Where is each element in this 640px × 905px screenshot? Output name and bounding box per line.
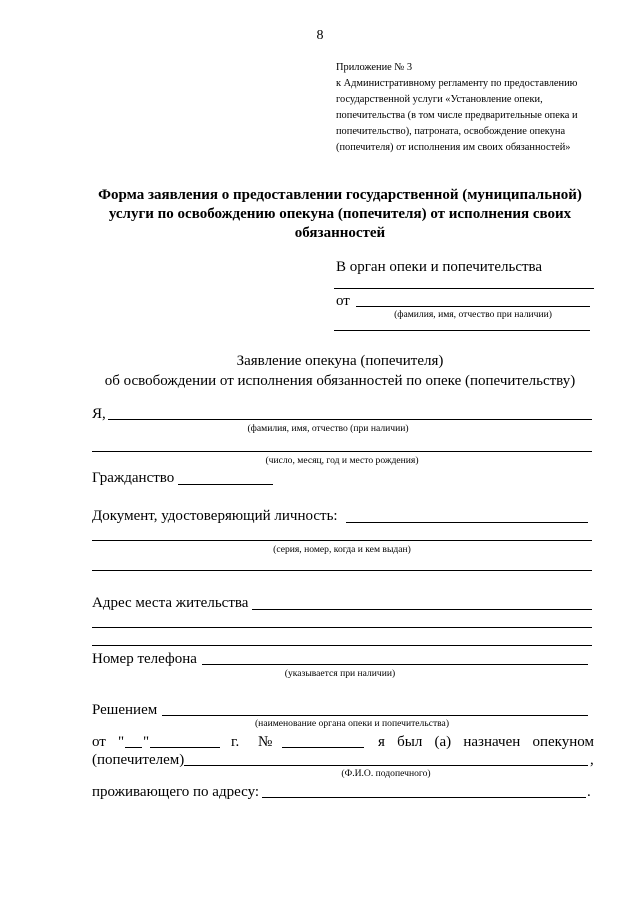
date-from-prefix: от [92, 734, 106, 750]
statement-line-2: об освобождении от исполнения обязанностей по опеке (попечительству) [104, 373, 576, 389]
addressee-line-1[interactable] [334, 288, 594, 289]
guardian-label: (попечителем) [92, 752, 185, 768]
ward-caption: (Ф.И.О. подопечного) [341, 768, 431, 779]
appendix-line-3: государственной услуги «Установление опеки, [336, 94, 543, 105]
decision-caption: (наименование органа опеки и попечительства) [254, 718, 450, 729]
decision-label: Решением [92, 702, 158, 718]
residing-line[interactable] [262, 797, 586, 798]
addressee-to: В орган опеки и попечительства [336, 259, 543, 275]
date-day-line[interactable] [125, 747, 142, 748]
applicant-name-caption: (фамилия, имя, отчество (при наличии) [247, 423, 409, 434]
phone-line[interactable] [202, 664, 588, 665]
appointed-text: я был (а) назначен опекуном [378, 734, 594, 750]
appendix-line-2: к Административному регламенту по предоставлению [336, 78, 578, 89]
form-title-line-2: услуги по освобождению опекуна (попечителя) от исполнения своих [108, 206, 572, 222]
id-document-line-2[interactable] [92, 540, 592, 541]
birth-line[interactable] [92, 451, 592, 452]
id-document-label: Документ, удостоверяющий личность: [92, 508, 338, 524]
residing-label: проживающего по адресу: [92, 784, 260, 800]
phone-caption: (указывается при наличии) [284, 668, 396, 679]
birth-caption: (число, месяц, год и место рождения) [265, 455, 419, 466]
form-title-line-1: Форма заявления о предоставлении государственной (муниципальной) [98, 187, 582, 203]
citizenship-line[interactable] [178, 484, 273, 485]
date-quote-open: " [118, 734, 125, 750]
id-document-line-3[interactable] [92, 570, 592, 571]
addressee-from-prefix: от [336, 293, 350, 309]
applicant-name-line[interactable] [108, 419, 592, 420]
statement-line-1: Заявление опекуна (попечителя) [236, 353, 444, 369]
addressee-line-3[interactable] [334, 330, 590, 331]
id-document-caption: (серия, номер, когда и кем выдан) [273, 544, 411, 555]
decision-number-line[interactable] [282, 747, 364, 748]
guardian-comma: , [590, 752, 594, 768]
ward-name-line[interactable] [184, 765, 588, 766]
address-label: Адрес места жительства [92, 595, 249, 611]
address-line-3[interactable] [92, 645, 592, 646]
addressee-from-caption: (фамилия, имя, отчество при наличии) [394, 309, 552, 320]
address-line-2[interactable] [92, 627, 592, 628]
i-prefix: Я, [92, 406, 106, 422]
appendix-line-1: Приложение № 3 [336, 62, 413, 73]
appendix-line-6: (попечителя) от исполнения им своих обязанностей» [336, 142, 571, 153]
phone-label: Номер телефона [92, 651, 197, 667]
residing-period: . [587, 784, 591, 800]
id-document-line[interactable] [346, 522, 588, 523]
appendix-line-5: попечительство), патроната, освобождение опекуна [336, 126, 566, 137]
date-month-line[interactable] [150, 747, 220, 748]
decision-line[interactable] [162, 715, 588, 716]
appendix-line-4: попечительства (в том числе предварительные опека и [336, 110, 578, 121]
citizenship-label: Гражданство [92, 470, 175, 486]
page-number: 8 [316, 28, 324, 43]
number-sign: № [258, 734, 273, 750]
addressee-from-line[interactable] [356, 306, 590, 307]
date-quote-close: " [143, 734, 150, 750]
year-suffix: г. [231, 734, 240, 750]
form-title-line-3: обязанностей [294, 225, 386, 241]
address-line-1[interactable] [252, 609, 592, 610]
